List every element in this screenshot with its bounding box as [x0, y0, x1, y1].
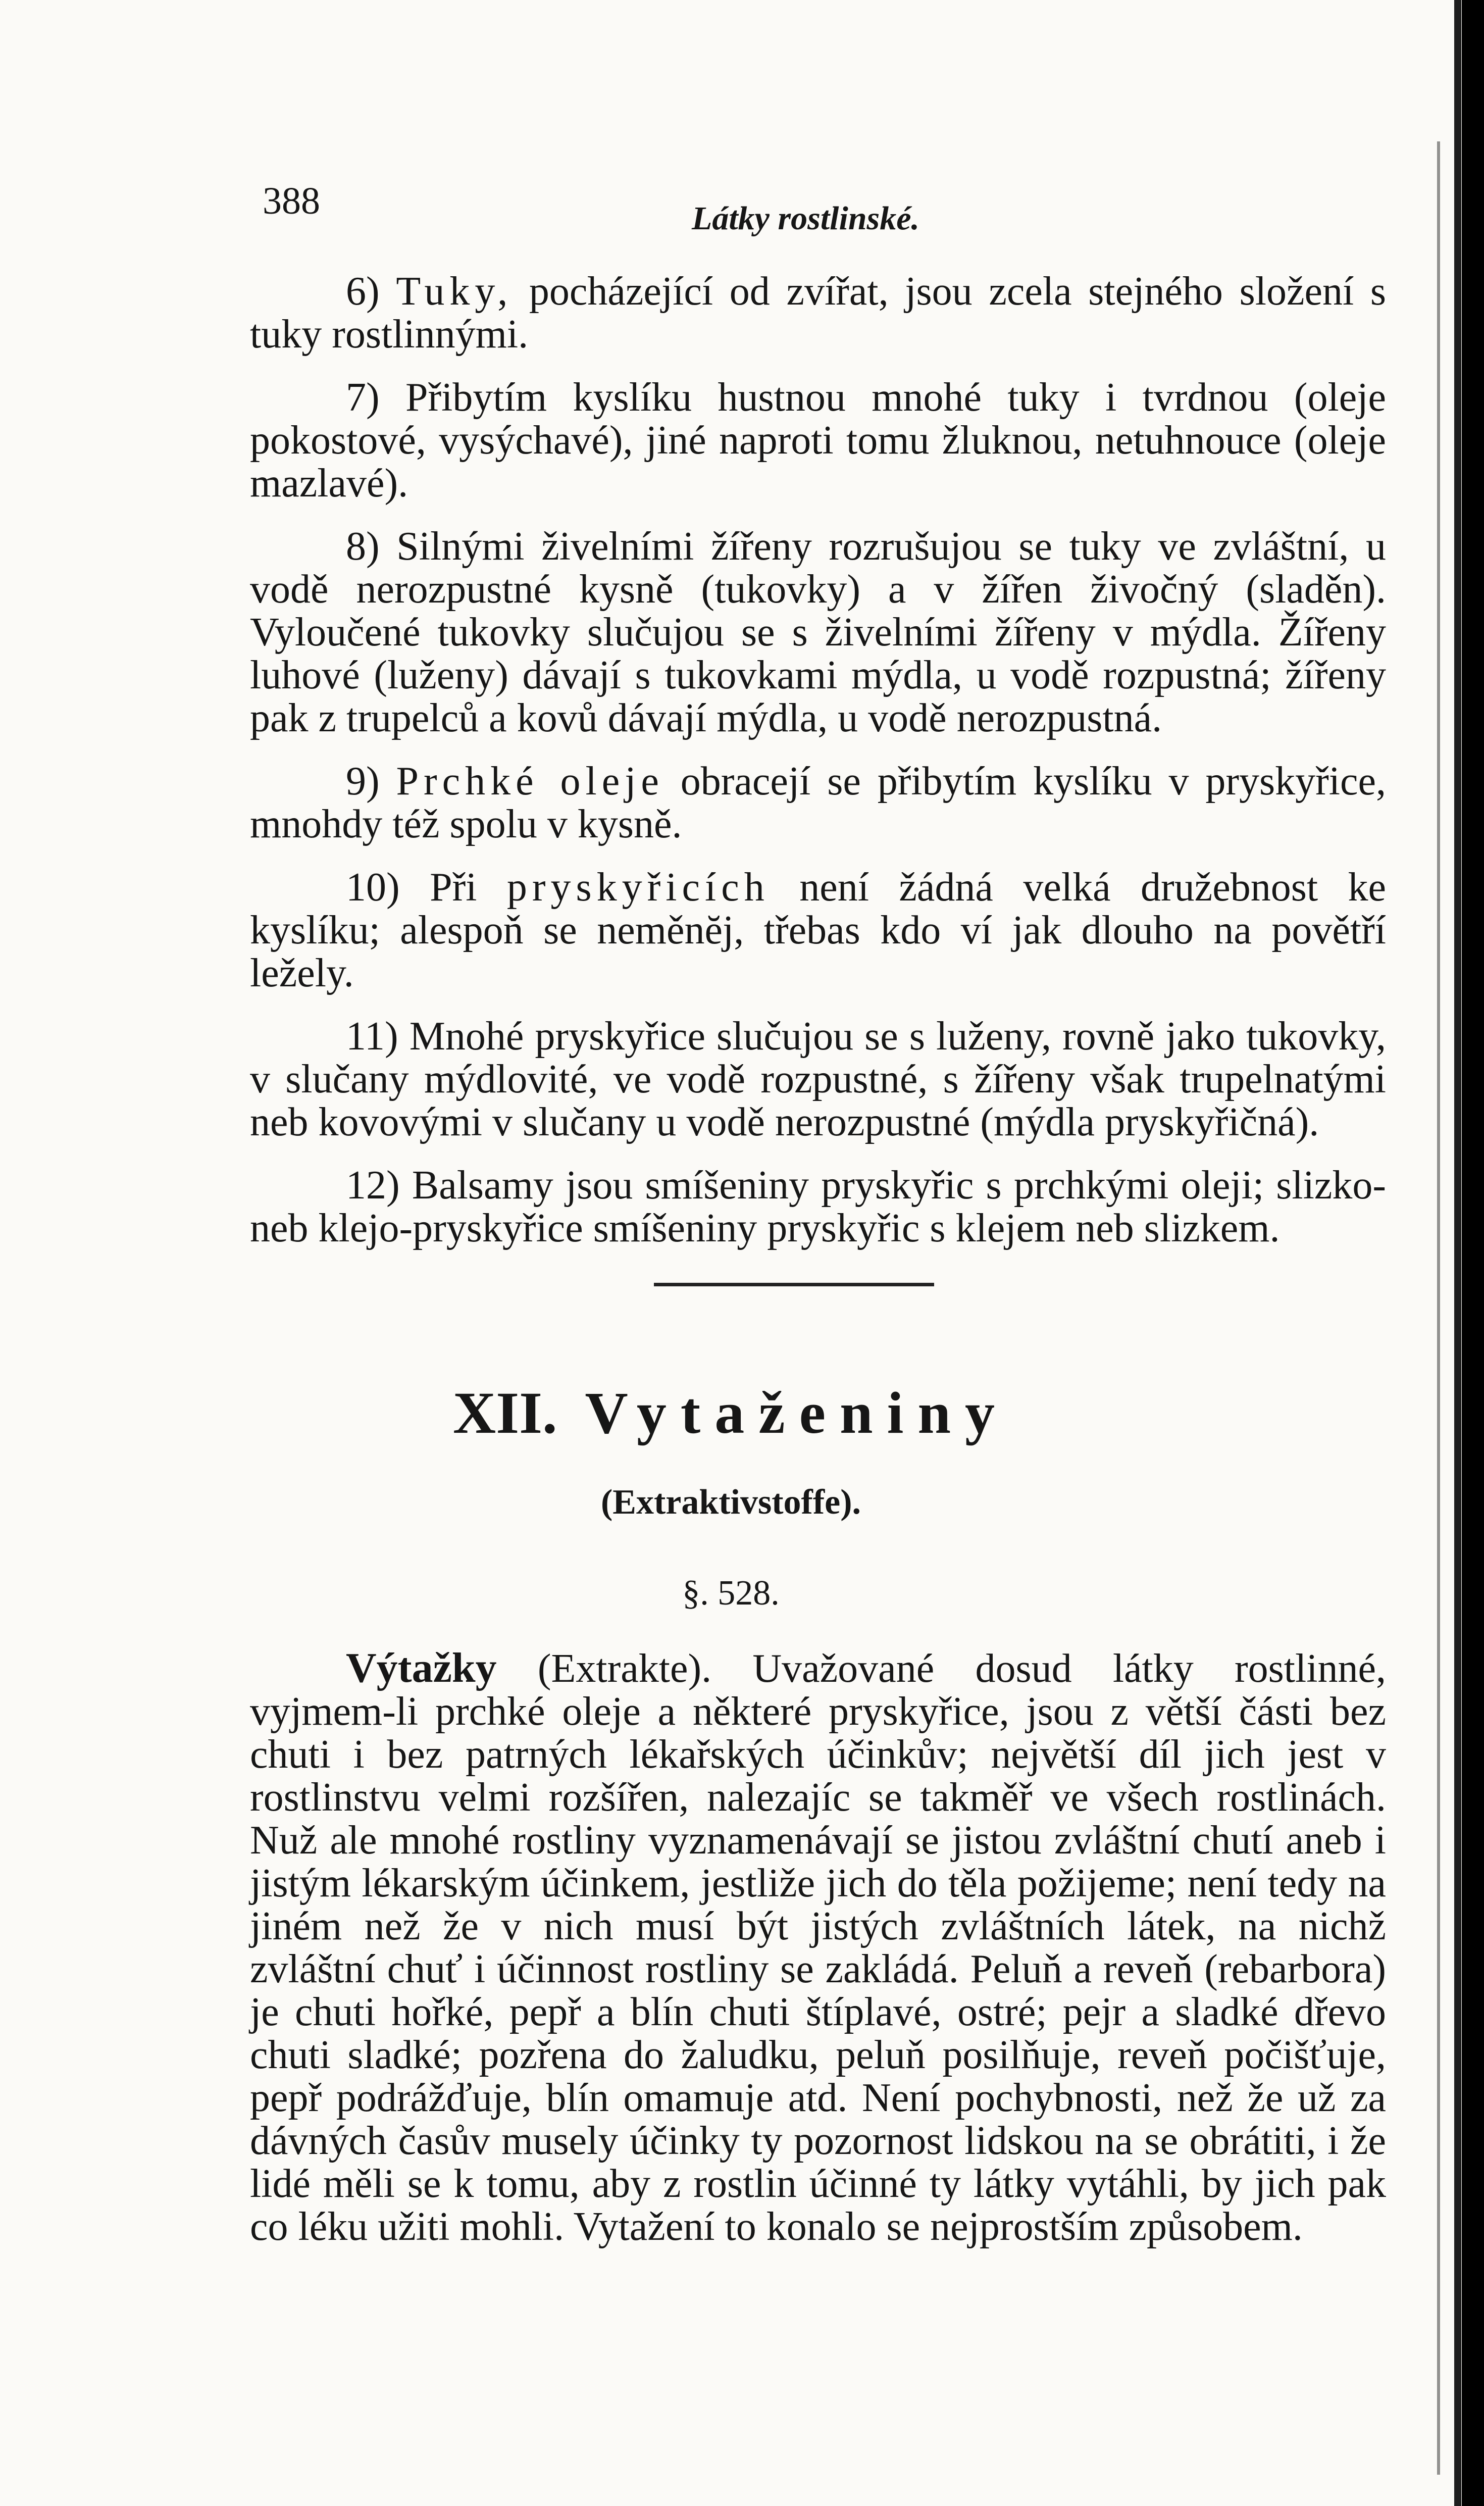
- running-title: Látky rostlinské.: [692, 200, 920, 237]
- chapter-subtitle: (Extraktivstoffe).: [600, 1483, 861, 1522]
- section-body: [250, 1646, 1386, 2248]
- paragraph-11: 11) Mnohé pryskyřice slučujou se s luženy, rovně jako tukovky, v slučany mýdlovité, ve vodě rozpustné, s žířeny však trupelnatými neb kovovými v slučany u vodě nerozpustné (mýdla pryskyřičná).: [250, 1014, 1386, 1144]
- numbered-paragraphs: [250, 270, 1386, 1250]
- chapter-title: Vytaženiny: [585, 1380, 1009, 1446]
- page-number: 388: [263, 180, 320, 222]
- chapter-number: XII.: [452, 1380, 557, 1446]
- section-paragraph: Výtažky (Extrakte). Uvažované dosud látky rostlinné, vyjmem-li prchké oleje a některé pryskyřice, jsou z větší části bez chuti i bez patrných lékařských účinkův; největší díl jich jest v rostlinstvu velmi rozšířen, nalezajíc se takměř ve všech rostlinách. Nuž ale mnohé rostliny vyznamenávají se jistou zvláštní chutí aneb i jistým lékarským účinkem, jestliže jich do těla požijeme; není tedy na jiném než že v nich musí být jistých zvláštních látek, na nichž zvláštní chuť i účinnost rostliny se zakládá. Peluň a reveň (rebarbora) je chuti hořké, pepř a blín chuti štíplavé, ostré; pejr a sladké dřevo chuti sladké; pozřena do žaludku, peluň posilňuje, reveň počišťuje, pepř podrážďuje, blín omamuje atd. Není pochybnosti, než že už za dávných časův musely účinky ty pozornost lidskou na se obrátiti, i že lidé měli se k tomu, aby z rostlin účinné ty látky vytáhli, by jich pak co léku užiti mohli. Vytažení to konalo se nejprostším způsobem.: [250, 1644, 1386, 2249]
- paragraph-6: 6) Tuky, pocházející od zvířat, jsou zcela stejného složení s tuky rostlinnými.: [250, 269, 1387, 357]
- page-binding-edge: [1454, 0, 1461, 2506]
- section-divider: [654, 1283, 934, 1286]
- paragraph-9: 9) Prchké oleje obracejí se přibytím kyslíku v pryskyřice, mnohdy též spolu v kysně.: [250, 759, 1386, 846]
- section-number: §. 528.: [682, 1574, 780, 1613]
- paragraph-7: 7) Přibytím kyslíku hustnou mnohé tuky i tvrdnou (oleje pokostové, vysýchavé), jiné naproti tomu žluknou, netuhnouce (oleje mazlavé).: [250, 375, 1386, 506]
- paragraph-8: 8) Silnými živelními žířeny rozrušujou se tuky ve zvláštní, u vodě nerozpustné kysně (tukovky) a v žířen živočný (sladěn). Vyloučené tukovky slučujou se s živelními žířeny v mýdla. Žířeny luhové (luženy) dávají s tukovkami mýdla, u vodě rozpustná; žířeny pak z trupelců a kovů dávají mýdla, u vodě nerozpustná.: [250, 524, 1386, 740]
- paragraph-10: 10) Při pryskyřicích není žádná velká družebnost ke kyslíku; alespoň se neměnĕj, třebas kdo ví jak dlouho na povětří ležely.: [250, 865, 1387, 995]
- paragraph-12: 12) Balsamy jsou smíšeniny pryskyřic s prchkými oleji; slizko- neb klejo-pryskyřice smíšeniny pryskyřic s klejem neb slizkem.: [250, 1163, 1386, 1250]
- page-edge-shadow: [1437, 141, 1440, 2475]
- chapter-heading: [0, 1379, 1462, 1447]
- section-lead-term: Výtažky: [346, 1644, 497, 1691]
